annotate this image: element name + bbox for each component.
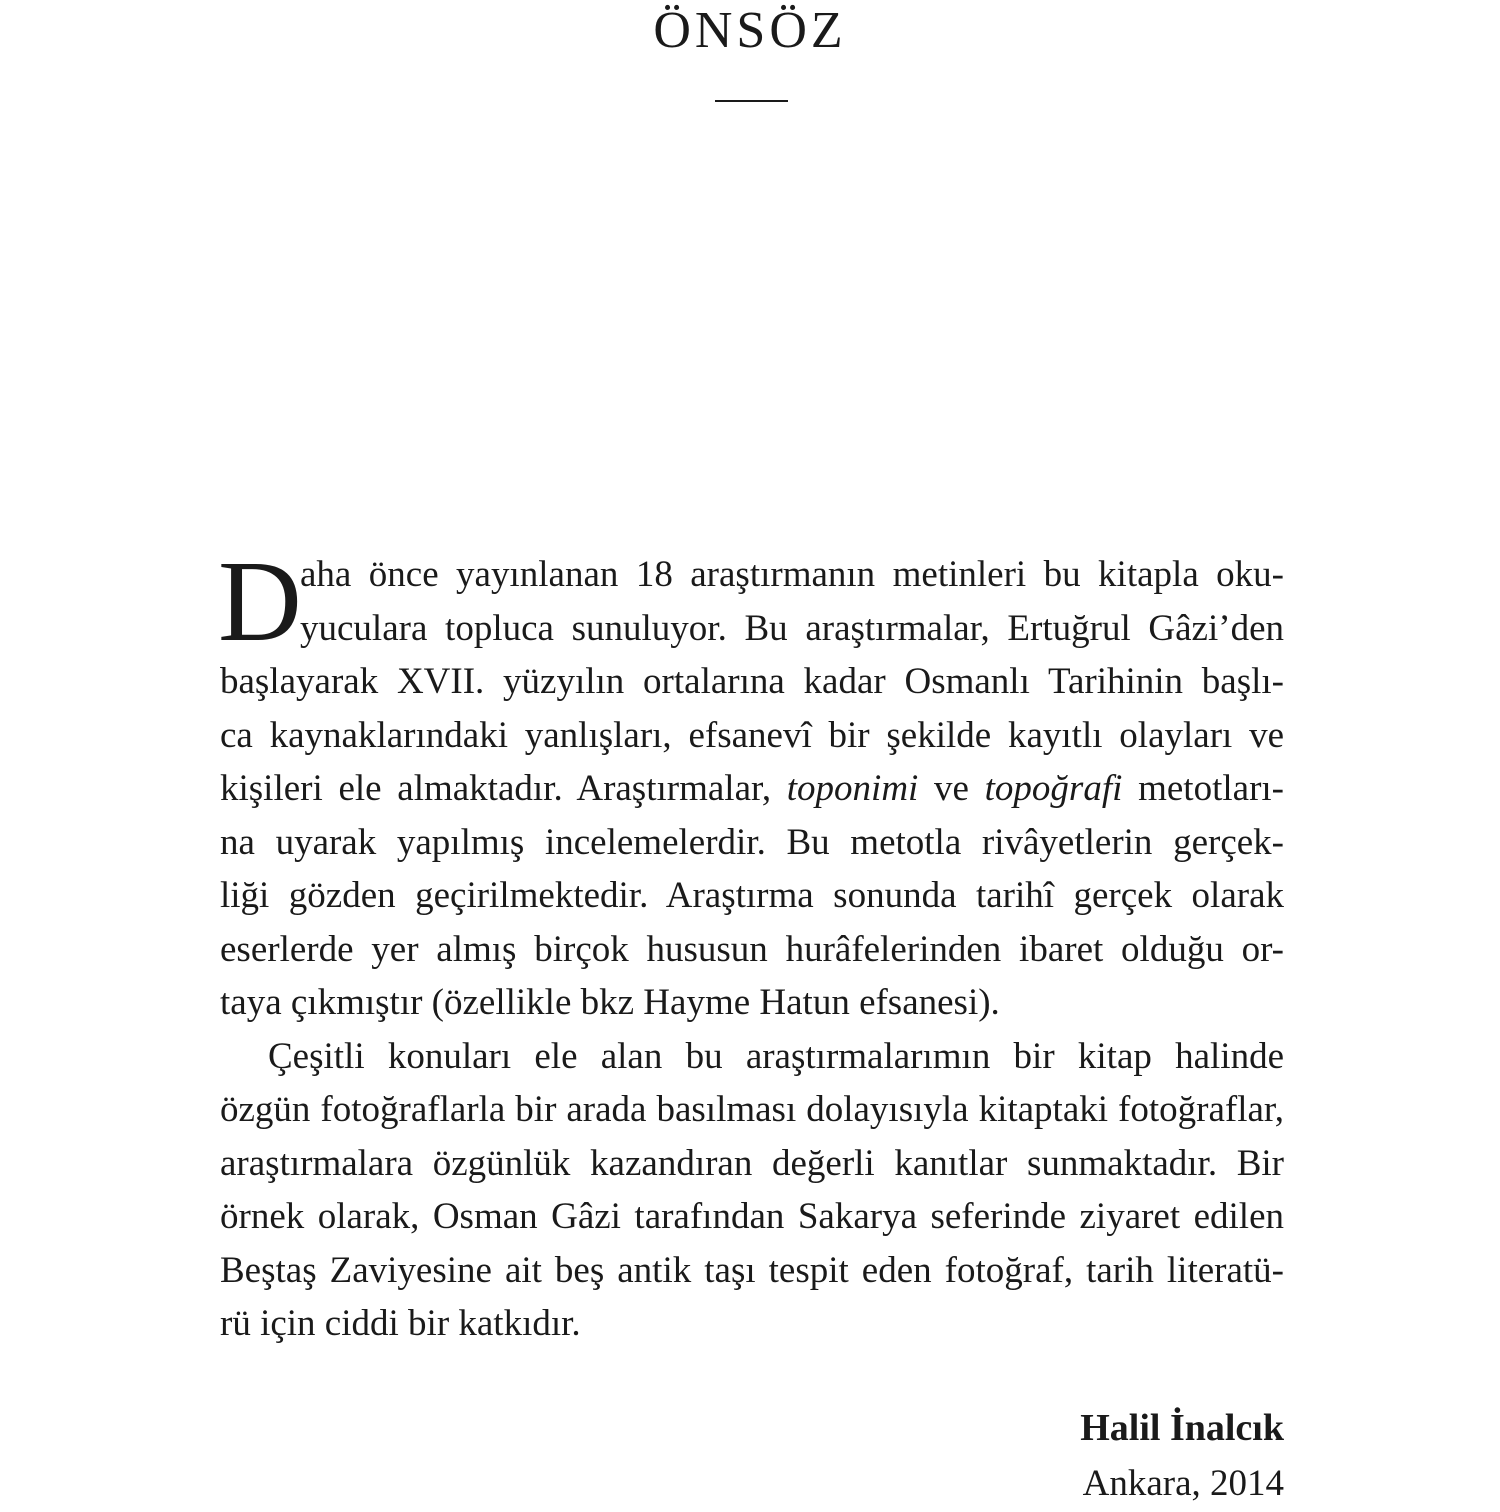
- signature: [1080, 1400, 1284, 1512]
- text-line: taya çıkmıştır (özellikle bkz Hayme Hatun efsanesi).: [220, 982, 1000, 1023]
- text-line: aha önce yayınlanan 18 araştırmanın metinleri bu kitapla oku-: [300, 554, 1284, 595]
- text-line: Beştaş Zaviyesine ait beş antik taşı tespit eden fotoğraf, tarih literatü-: [220, 1249, 1284, 1291]
- italic-term: toponimi: [786, 768, 919, 809]
- text-line: yuculara topluca sunuluyor. Bu araştırmalar, Ertuğrul Gâzi’den: [300, 607, 1284, 649]
- italic-term: topoğrafi: [984, 768, 1123, 809]
- body-text: [218, 538, 1284, 1351]
- place-date: Ankara, 2014: [1082, 1463, 1284, 1504]
- text-line: araştırmalara özgünlük kazandıran değerli kanıtlar sunmaktadır. Bir: [220, 1142, 1284, 1184]
- title-divider: [715, 100, 788, 102]
- text-line: örnek olarak, Osman Gâzi tarafından Sakarya seferinde ziyaret edilen: [220, 1196, 1284, 1237]
- text-line: [220, 762, 1284, 816]
- text-line: liği gözden geçirilmektedir. Araştırma sonunda tarihî gerçek olarak: [220, 875, 1284, 916]
- text-segment: ve: [918, 768, 985, 809]
- paragraph-2: [220, 1030, 1284, 1351]
- author-name: Halil İnalcık: [1080, 1407, 1284, 1449]
- text-segment: kişileri ele almaktadır. Araştırmalar,: [220, 768, 787, 809]
- text-line: özgün fotoğraflarla bir arada basılması dolayısıyla kitaptaki fotoğraflar,: [220, 1089, 1284, 1130]
- page-title: ÖNSÖZ: [653, 2, 847, 59]
- text-line: na uyarak yapılmış incelemelerdir. Bu metotla rivâyetlerin gerçek-: [220, 821, 1284, 863]
- text-segment: metotları-: [1122, 768, 1284, 809]
- text-line: eserlerde yer almış birçok hususun hurâfelerinden ibaret olduğu or-: [220, 928, 1284, 970]
- paragraph-1: [218, 538, 1284, 1030]
- drop-cap: D: [218, 538, 302, 666]
- text-line: başlayarak XVII. yüzyılın ortalarına kadar Osmanlı Tarihinin başlı-: [220, 661, 1284, 702]
- text-line: rü için ciddi bir katkıdır.: [220, 1303, 581, 1344]
- text-line: ca kaynaklarındaki yanlışları, efsanevî bir şekilde kayıtlı olayları ve: [220, 714, 1284, 756]
- text-line: Çeşitli konuları ele alan bu araştırmalarımın bir kitap halinde: [268, 1035, 1284, 1077]
